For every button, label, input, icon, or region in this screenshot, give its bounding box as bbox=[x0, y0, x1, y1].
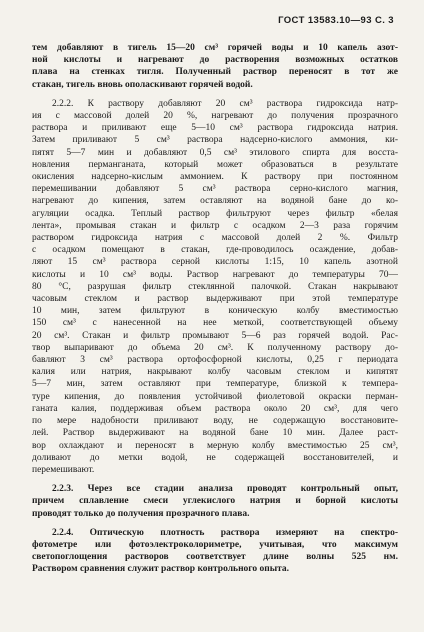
text-line: кислоты и 10 см³ воды. Раствор нагревают до температуры 70— bbox=[32, 269, 398, 280]
text-line: ия с массовой долей 20 %, нагревают до получения прозрачного bbox=[32, 111, 398, 122]
page-header bbox=[278, 15, 394, 26]
text-line: часовым стеклом и раствор выдерживают при этой температуре bbox=[32, 294, 398, 305]
text-line: по мере надобности приливают воду, не содержащую восстановите- bbox=[32, 416, 398, 427]
text-line: лей. Раствор выдерживают на водяной бане 10 мин. Далее раст- bbox=[32, 428, 398, 439]
text-line: бавляют 3 см³ раствора ортофосфорной кислоты, 0,25 г периодата bbox=[32, 355, 398, 366]
text-line: раствора и приливают еще 5—10 см³ раствора гидроксида натрия. bbox=[32, 123, 398, 134]
text-line: ганата калия, поддерживая объем раствора около 20 см³, для чего bbox=[32, 403, 398, 414]
text-line: тем добавляют в тигель 15—20 см³ горячей воды и 10 капель азот- bbox=[32, 43, 398, 53]
text-line: с осадком помещают в стакан, где-проводилось осаждение, добав- bbox=[32, 245, 398, 256]
text-line: ляют 15 см³ раствора серной кислоты 1:15, 10 капель азотной bbox=[32, 257, 398, 268]
text-line: раствором гидроксида натрия с массовой долей 2 %. Фильтр bbox=[32, 233, 398, 244]
text-line: светопоглощения растворов соответствует длине волны 525 нм. bbox=[32, 552, 398, 563]
text-line: 80 °С, разрушая фильтр стеклянной палочкой. Стакан накрывают bbox=[32, 281, 398, 292]
text-line: калия или натрия, накрывают колбу часовым стеклом и кипятят bbox=[32, 367, 398, 378]
paragraph-gap bbox=[32, 91, 398, 98]
text-line: 20 см³. Стакан и фильтр промывают 5—6 раз горячей водой. Рас- bbox=[32, 330, 398, 341]
paragraph bbox=[32, 483, 398, 520]
text-line: нагревают до кипения, затем оставляют на водяной бане до ко- bbox=[32, 196, 398, 207]
text-line: агуляции осадка. Теплый раствор фильтруют через фильтр «белая bbox=[32, 208, 398, 219]
text-line: твор выпаривают до объема 20 см³. К полученному раствору до- bbox=[32, 342, 398, 353]
text-line: проводят только до получения прозрачного плава. bbox=[32, 508, 250, 519]
text-line: причем сплавление смеси углекислого натрия и борной кислоты bbox=[32, 496, 398, 507]
paragraph bbox=[32, 42, 398, 91]
page-number: С. 3 bbox=[374, 15, 394, 26]
paragraph bbox=[32, 98, 398, 476]
text-line: лента», промывая стакан и фильтр с осадком 2—3 раза горячим bbox=[32, 220, 398, 231]
text-line: фотометре или фотоэлектроколориметре, учитывая, что максимум bbox=[32, 539, 398, 550]
document-body bbox=[32, 42, 398, 576]
text-line: Раствором сравнения служит раствор контрольного опыта. bbox=[32, 564, 290, 575]
text-line: ной кислоты и нагревают до растворения возможных остатков bbox=[32, 55, 398, 66]
paragraph-gap bbox=[32, 476, 398, 483]
text-line: доливают до метки водой, не содержащей восстановителей, и bbox=[32, 452, 398, 463]
text-line: пятят 5—7 мин и добавляют 0,5 см³ этилового спирта для восста- bbox=[32, 147, 398, 158]
text-line: 10 мин, затем фильтруют в коническую колбу вместимостью bbox=[32, 306, 398, 317]
text-line: стакан, тигель вновь ополаскивают горячей водой. bbox=[32, 79, 253, 90]
standard-number: ГОСТ 13583.10—93 bbox=[278, 15, 372, 26]
text-line: 2.2.2. К раствору добавляют 20 см³ раствора гидроксида натр- bbox=[52, 98, 398, 109]
paragraph-gap bbox=[32, 520, 398, 527]
text-line: 150 см³ с нанесенной на нее меткой, соответствующей объему bbox=[32, 318, 398, 329]
text-line: 5—7 мин, затем оставляют при температуре, близкой к темпера- bbox=[32, 379, 398, 390]
text-line: 2.2.4. Оптическую плотность раствора измеряют на спектро- bbox=[52, 527, 398, 538]
text-line: плава на стенках тигля. Полученный раствор переносят в тот же bbox=[32, 67, 398, 78]
text-line: перемешивают. bbox=[32, 464, 95, 475]
paragraph bbox=[32, 527, 398, 576]
text-line: вор охлаждают и переносят в мерную колбу вместимостью 25 см³, bbox=[32, 440, 398, 451]
text-line: туре кипения, до появления устойчивой фиолетовой окраски перман- bbox=[32, 391, 398, 402]
text-line: окисления надсерно-кислым аммонием. К раствору при постоянном bbox=[32, 172, 398, 183]
text-line: новления перманганата, который может образоваться в результате bbox=[32, 159, 398, 170]
text-line: 2.2.3. Через все стадии анализа проводят контрольный опыт, bbox=[52, 484, 398, 495]
text-line: перемешивании добавляют 5 см³ раствора серно-кислого магния, bbox=[32, 184, 398, 195]
text-line: Затем приливают 5 см³ раствора надсерно-кислого аммония, ки- bbox=[32, 135, 398, 146]
